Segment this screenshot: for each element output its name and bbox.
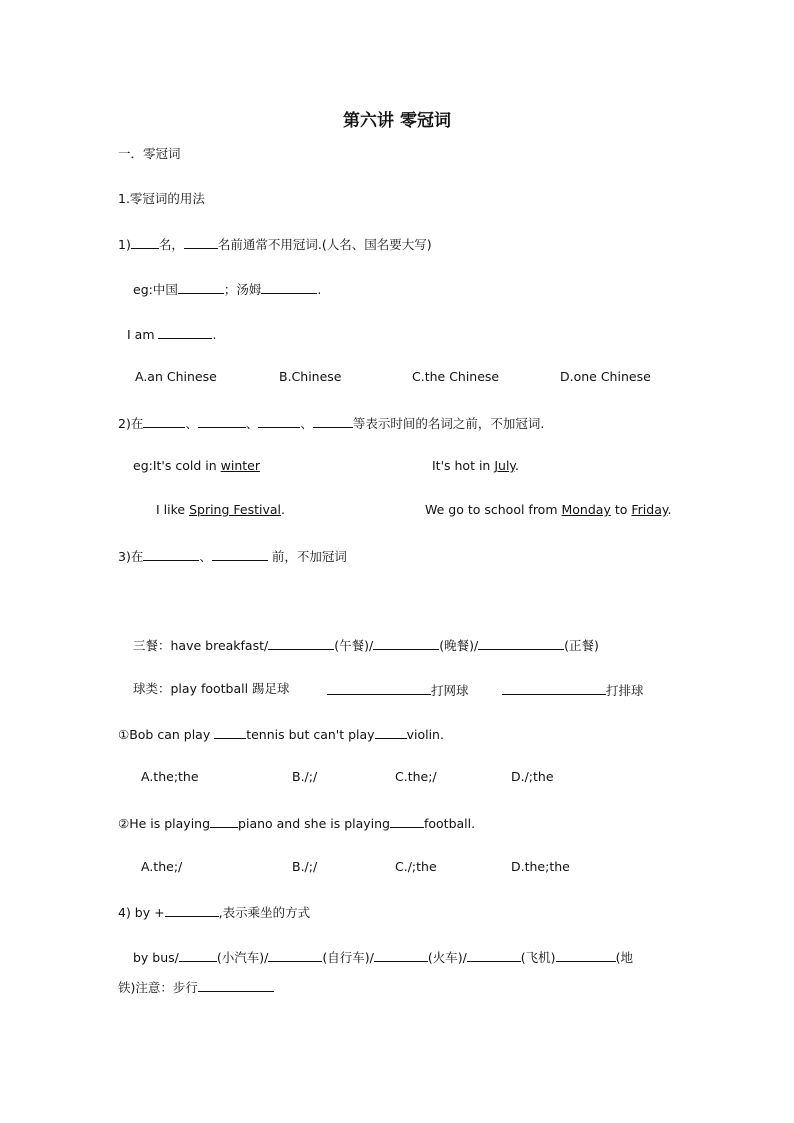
text: to [614, 502, 628, 517]
option: D.one Chinese [560, 369, 651, 384]
blank [327, 681, 431, 695]
underlined-word: Spring Festival [189, 502, 282, 517]
blank [179, 948, 217, 962]
option: A.an Chinese [135, 369, 217, 384]
text: violin. [406, 727, 444, 742]
blank [131, 235, 159, 249]
text: 铁)注意：步行 [118, 980, 198, 995]
text: by bus/ [133, 950, 179, 965]
text: . [281, 502, 285, 517]
item3-line [118, 547, 347, 565]
text: 名， [158, 237, 184, 252]
option: D.the;the [511, 859, 570, 874]
blank [390, 814, 424, 828]
text: 打网球 [431, 683, 469, 698]
text: . [317, 282, 322, 297]
item1-example [133, 280, 321, 298]
blank [373, 636, 439, 650]
item1-line [118, 235, 432, 253]
meals-line [133, 636, 599, 654]
blank [478, 636, 564, 650]
blank [178, 280, 224, 294]
text: 、 [245, 416, 259, 431]
example-spring-festival [156, 502, 285, 518]
blank [143, 414, 185, 428]
text: We go to school from [425, 502, 558, 517]
text: ②He is playing [118, 816, 211, 831]
option: A.the;/ [141, 859, 183, 874]
example-july [432, 458, 519, 474]
transport-line [133, 948, 633, 966]
question-2 [118, 814, 475, 832]
text: (火车)/ [427, 950, 467, 965]
text: (正餐) [564, 638, 599, 653]
text: eg:中国 [133, 282, 178, 297]
question-1 [118, 725, 444, 743]
option: C./;the [395, 859, 437, 874]
page-title: 第六讲 零冠词 [343, 111, 451, 131]
text: (地 [615, 950, 633, 965]
text: (自行车)/ [322, 950, 374, 965]
blank [261, 280, 317, 294]
text: piano and she is playing [238, 816, 390, 831]
blank [258, 414, 300, 428]
blank [158, 325, 212, 339]
blank [214, 725, 246, 739]
text: (飞机) [520, 950, 556, 965]
blank [313, 414, 353, 428]
text: 球类：play football 踢足球 [133, 681, 290, 696]
text: (晚餐)/ [439, 638, 479, 653]
blank [184, 235, 218, 249]
section-heading: 一．零冠词 [118, 146, 181, 161]
blank [268, 636, 334, 650]
blank [165, 903, 219, 917]
option: C.the Chinese [412, 369, 500, 384]
text: (午餐)/ [334, 638, 374, 653]
option: B./;/ [292, 859, 318, 874]
blank [467, 948, 521, 962]
text: tennis but can't play [246, 727, 375, 742]
text: 前，不加冠词 [271, 549, 347, 564]
text: I am [127, 327, 155, 342]
blank [375, 725, 407, 739]
text: (小汽车)/ [216, 950, 269, 965]
underlined-word: winter [220, 458, 260, 473]
text: . [667, 502, 672, 517]
text: 名前通常不用冠词.(人名、国名要大写) [217, 237, 432, 252]
blank [502, 681, 606, 695]
option: C.the;/ [395, 769, 437, 784]
text: football. [423, 816, 476, 831]
text: It's hot in [432, 458, 491, 473]
text: . [212, 327, 217, 342]
subsection-heading: 1.零冠词的用法 [118, 191, 205, 206]
blank [212, 547, 268, 561]
text: I like [156, 502, 186, 517]
text: 、 [199, 549, 212, 564]
text: 三餐：have breakfast/ [133, 638, 269, 653]
text: eg:It's cold in [133, 458, 217, 473]
example-winter [133, 458, 260, 474]
text: 等表示时间的名词之前，不加冠词. [352, 416, 545, 431]
option: A.the;the [141, 769, 199, 784]
text: ,表示乘坐的方式 [218, 905, 311, 920]
text: 、 [300, 416, 313, 431]
text: 打排球 [606, 683, 644, 698]
item-number: 1) [118, 237, 131, 252]
blank [198, 414, 246, 428]
text: . [515, 458, 520, 473]
text: 、 [185, 416, 198, 431]
item2-line [118, 414, 544, 432]
option: B.Chinese [279, 369, 342, 384]
blank [198, 978, 274, 992]
item4-line [118, 903, 310, 921]
text: 2)在 [118, 416, 144, 431]
underlined-word: Monday [561, 502, 611, 517]
option: D./;the [511, 769, 554, 784]
blank [210, 814, 238, 828]
text: ①Bob can play [118, 727, 211, 742]
tennis-blank [327, 681, 469, 699]
item1-question [127, 325, 216, 343]
example-monday-friday [425, 502, 671, 518]
option: B./;/ [292, 769, 318, 784]
text: 4) by + [118, 905, 165, 920]
blank [556, 948, 616, 962]
underlined-word: July [494, 458, 516, 473]
text: ；汤姆 [223, 282, 262, 297]
volleyball-blank [502, 681, 644, 699]
transport-note [118, 978, 274, 996]
blank [143, 547, 199, 561]
underlined-word: Friday [631, 502, 668, 517]
ball-games-line [133, 681, 290, 697]
text: 3)在 [118, 549, 144, 564]
blank [268, 948, 322, 962]
blank [374, 948, 428, 962]
